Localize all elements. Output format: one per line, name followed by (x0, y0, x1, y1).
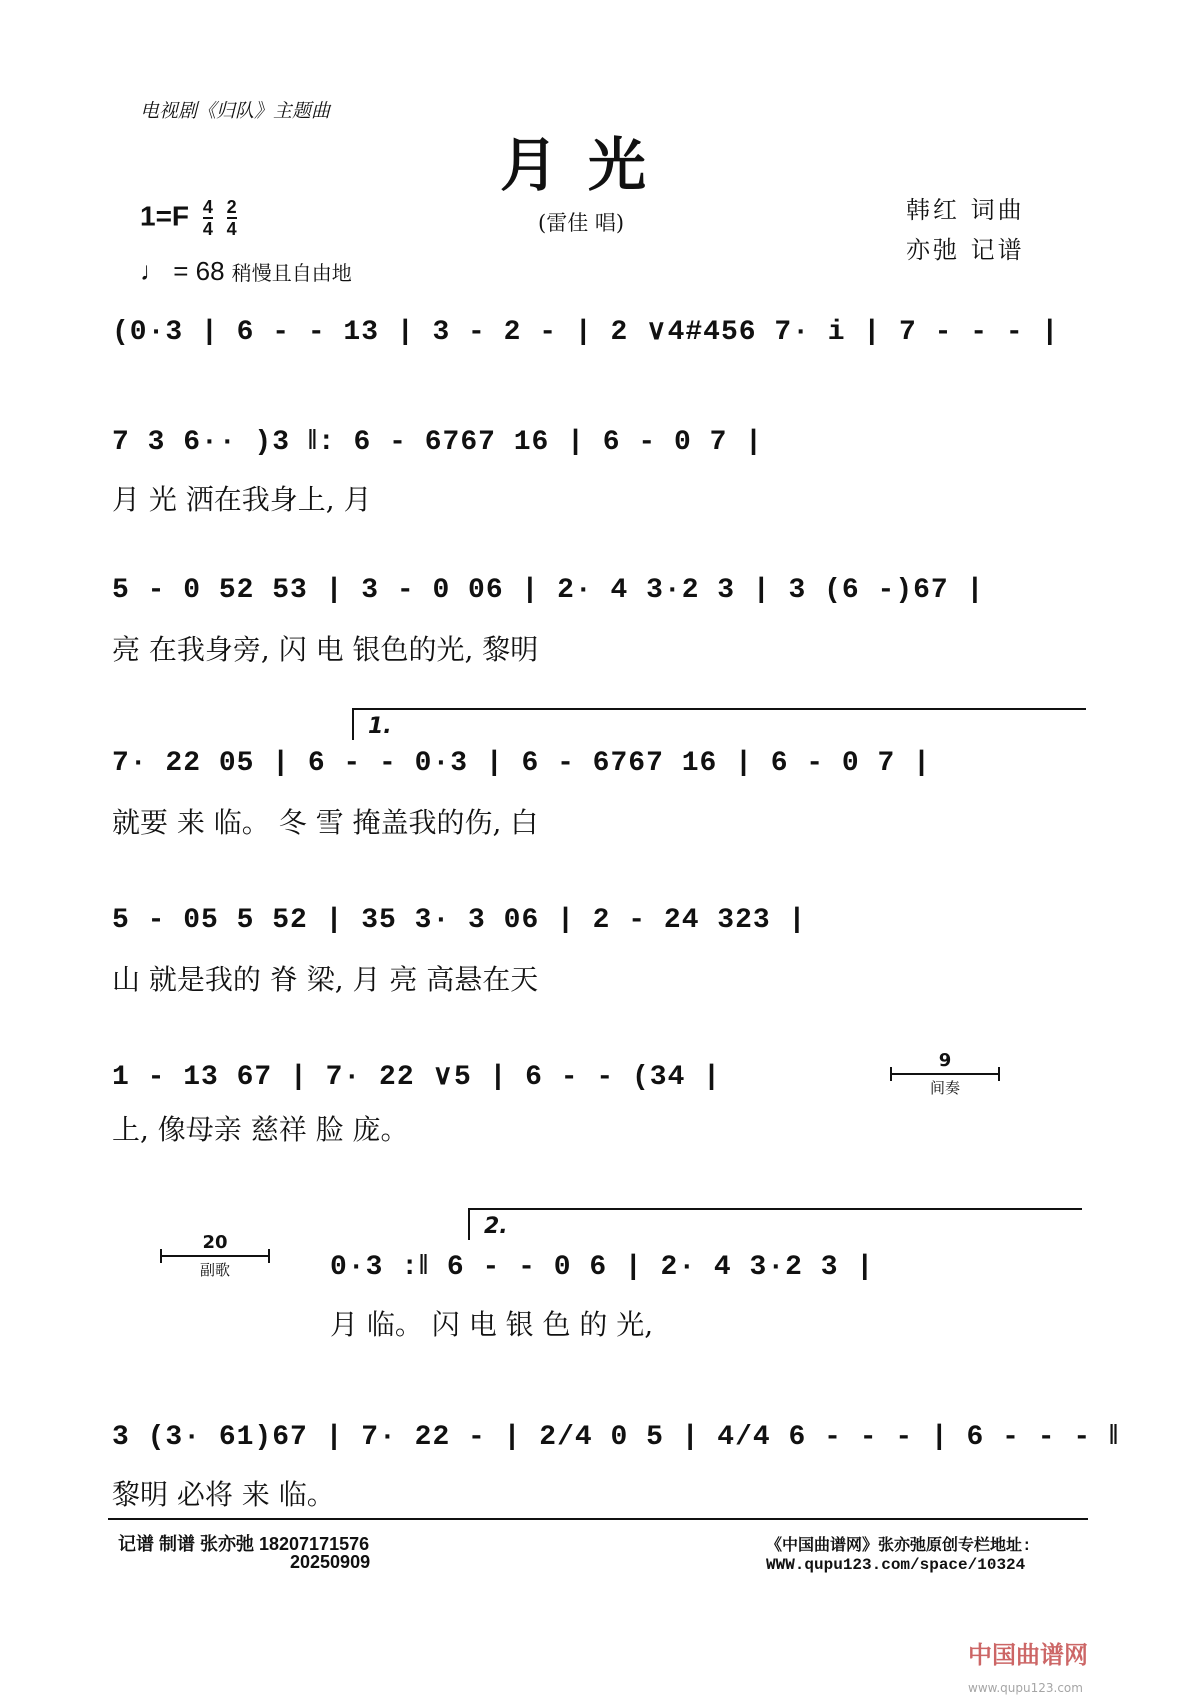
music-row-2: 7 3 6·· )3 ‖: 6 - 6767 16 | 6 - 0 7 | (112, 427, 763, 458)
lyric-row-3: 亮 在我身旁, 闪 电 银色的光, 黎明 (112, 633, 539, 666)
lyric-row-7: 月 临。 闪 电 银 色 的 光, (330, 1308, 654, 1341)
music-row-1: (0·3 | 6 - - 13 | 3 - 2 - | 2 ∨4#456 7· i | 7 - - - | (112, 317, 1060, 348)
lyric-row-2: 月 光 洒在我身上, 月 (112, 483, 372, 516)
music-row-7: 0·3 :‖ 6 - - 0 6 | 2· 4 3·2 3 | (330, 1252, 875, 1283)
lyricist-composer: 韩红 词曲 (906, 196, 1025, 224)
footer-site-url[interactable]: WWW.qupu123.com/space/10324 (766, 1556, 1026, 1574)
footer-site-label: 《中国曲谱网》张亦弛原创专栏地址: (766, 1537, 1032, 1555)
music-row-3: 5 - 0 52 53 | 3 - 0 06 | 2· 4 3·2 3 | 3 (6 -)67 | (112, 575, 985, 606)
volta-bracket-2: 2. (468, 1208, 1082, 1240)
music-row-8: 3 (3· 61)67 | 7· 22 - | 2/4 0 5 | 4/4 6 - - - | 6 - - - ‖ (112, 1422, 1120, 1453)
song-title: 月光 (500, 131, 677, 199)
music-row-4: 7· 22 05 | 6 - - 0·3 | 6 - 6767 16 | 6 - 0 7 | (112, 748, 931, 779)
time-signature-2-4: $\frac{2}{4}$ (226, 197, 237, 239)
footer-date: 20250909 (290, 1552, 371, 1572)
tempo-marking (140, 256, 352, 287)
time-signature-4-4: $\frac{4}{4}$ (202, 197, 213, 239)
key-signature (140, 197, 237, 239)
volta-bracket-1: 1. (352, 708, 1086, 740)
footer-transcriber-info: 记谱 制谱 张亦弛 18207171576 (118, 1534, 370, 1554)
lyric-row-5: 山 就是我的 脊 梁, 月 亮 高悬在天 (112, 963, 539, 996)
multi-rest-interlude: 9 间奏 (890, 1050, 1000, 1098)
tempo-value: = 68 (173, 256, 225, 286)
lyric-row-6: 上, 像母亲 慈祥 脸 庞。 (112, 1113, 409, 1146)
tempo-note: 稍慢且自由地 (231, 263, 352, 285)
lyric-row-4: 就要 来 临。 冬 雪 掩盖我的伤, 白 (112, 806, 539, 839)
footer-divider (108, 1518, 1088, 1520)
lyric-row-8: 黎明 必将 来 临。 (112, 1478, 335, 1511)
music-row-6: 1 - 13 67 | 7· 22 ∨5 | 6 - - (34 | (112, 1062, 721, 1093)
subtitle: 电视剧《归队》主题曲 (140, 100, 331, 122)
quarter-note-icon: ♩ (140, 256, 166, 286)
key-label: 1=F (140, 200, 190, 232)
watermark-logo: 中国曲谱网 www.qupu123.com (968, 1641, 1088, 1695)
transcriber: 亦弛 记谱 (906, 236, 1025, 264)
music-row-5: 5 - 05 5 52 | 35 3· 3 06 | 2 - 24 323 | (112, 905, 807, 936)
multi-rest-chorus: 20 副歌 (160, 1232, 270, 1280)
singer: (雷佳 唱) (538, 211, 625, 235)
